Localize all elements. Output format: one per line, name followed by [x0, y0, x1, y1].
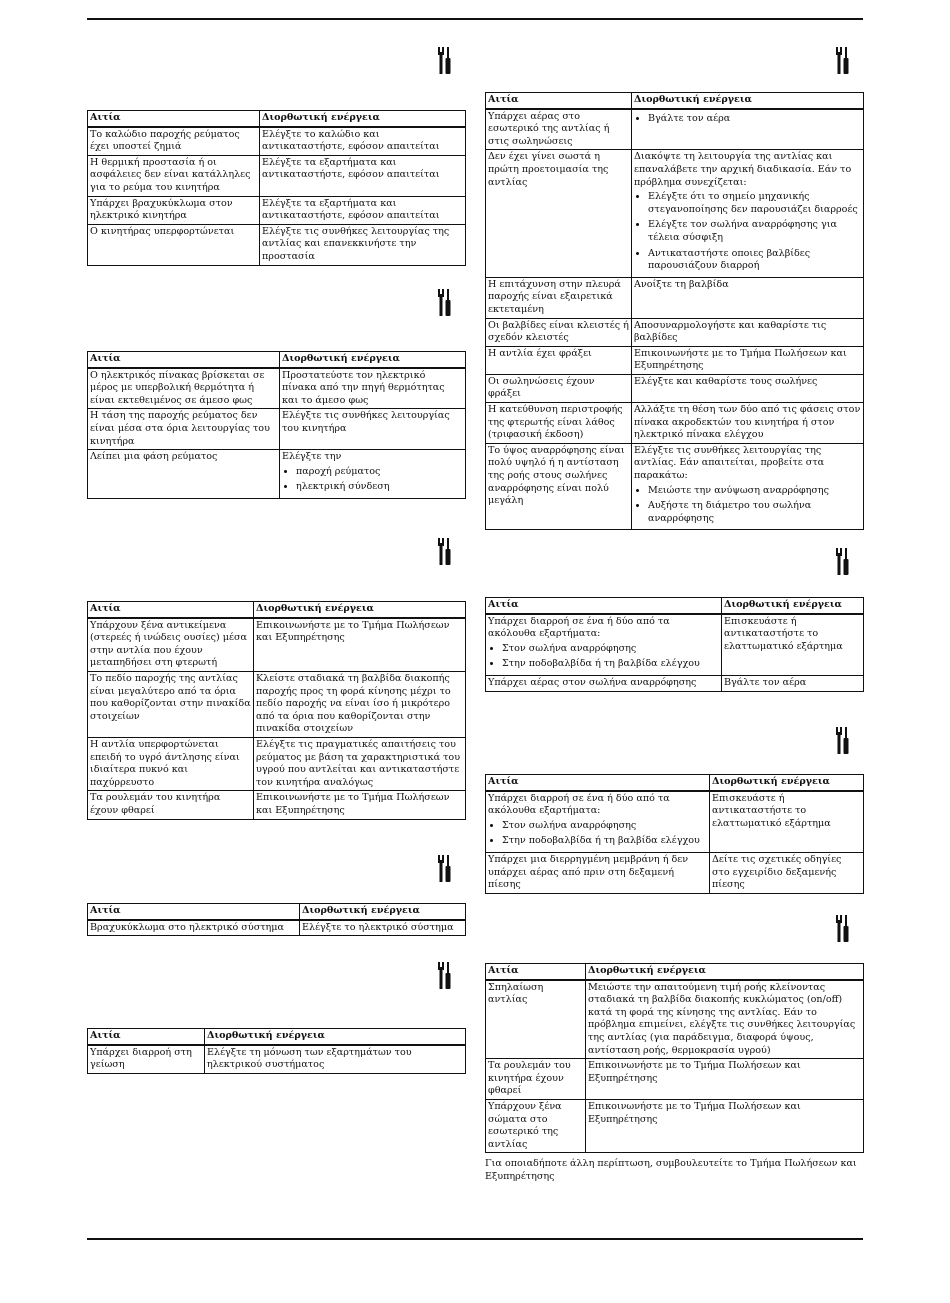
bullet-list [634, 485, 861, 526]
cause-text: Υπάρχουν ξένα αντικείμενα (στερεές ή ινώδεις ουσίες) μέσα στην αντλία που έχουν μεταπηδήσει στη φτερωτή [90, 619, 248, 669]
header-action: Διορθωτική ενέργεια [260, 111, 466, 127]
cause-text: Λείπει μια φάση ρεύματος [90, 451, 218, 463]
cause-text: Ο κινητήρας υπερφορτώνεται [90, 225, 235, 237]
table-row [88, 791, 466, 819]
cause-text: Υπάρχει μια διερρηγμένη μεμβράνη ή δεν υπάρχει αέρας από πριν στη δεξαμενή πίεσης [488, 853, 689, 891]
top-rule [87, 18, 863, 20]
header-cause: Αιτία [88, 1029, 205, 1045]
troubleshooting-table [485, 597, 864, 692]
cause-text: Υπάρχει βραχυκύκλωμα στον ηλεκτρικό κινητήρα [90, 197, 233, 222]
table-header-row [486, 775, 864, 791]
action-text: Διακόψτε τη λειτουργία της αντλίας και επαναλάβετε την αρχική διαδικασία. Εάν το πρόβλημα συνεχίζεται: [634, 151, 852, 188]
cause-text: Οι βαλβίδες είναι κλειστές ή σχεδόν κλειστές [488, 319, 629, 344]
bullet-list [634, 191, 861, 273]
cause-cell [486, 374, 632, 402]
action-cell [280, 450, 466, 499]
action-cell [632, 318, 864, 346]
cause-text: Η κατεύθυνση περιστροφής της φτερωτής είναι λάθος (τριφασική έκδοση) [488, 404, 623, 441]
table-row [486, 443, 864, 530]
cause-cell [88, 368, 280, 409]
cause-cell [88, 450, 280, 499]
cause-text: Η τάση της παροχής ρεύματος δεν είναι μέσα στα όρια λειτουργίας του κινητήρα [90, 410, 270, 447]
table-header-row [486, 964, 864, 980]
action-cell [632, 374, 864, 402]
table-row [88, 224, 466, 265]
action-text: Μειώστε την απαιτούμενη τιμή ροής κλείνοντας σταδιακά τη βαλβίδα διακοπής κυκλώματος (on/off) κατά τη φορά της κίνησης της αντλίας. Εάν το πρόβλημα επιμείνει, ελέγξτε τις συνθήκες λειτουργίας της αντλίας (για παράδειγμα, διαφορά ύψους, αντίσταση ροής, θερμοκρασία υγρού) [588, 981, 856, 1056]
cause-cell [486, 852, 710, 893]
table-row [88, 737, 466, 790]
table-header-row [88, 904, 466, 920]
table-row [486, 980, 864, 1059]
bullet-item: • ηλεκτρική σύνδεση [296, 481, 463, 494]
bullet-item: • Στον σωλήνα αναρρόφησης [502, 820, 707, 833]
table-row [88, 409, 466, 450]
header-cause: Αιτία [88, 111, 260, 127]
header-action: Διορθωτική ενέργεια [632, 93, 864, 109]
cause-cell [88, 155, 260, 196]
action-text: Επικοινωνήστε με το Τμήμα Πωλήσεων και Εξυπηρέτησης [256, 619, 450, 644]
cause-text: Υπάρχει αέρας στο εσωτερικό της αντλίας ή στις σωληνώσεις [488, 110, 610, 147]
troubleshooting-table [485, 92, 864, 530]
header-action: Διορθωτική ενέργεια [205, 1029, 466, 1045]
action-text: Επικοινωνήστε με το Τμήμα Πωλήσεων και Εξυπηρέτησης [634, 347, 847, 372]
action-text: Ανοίξτε τη βαλβίδα [634, 278, 729, 290]
cause-cell [88, 671, 254, 737]
action-cell [260, 196, 466, 224]
wrench-screwdriver-icon [834, 727, 850, 755]
table-row [486, 403, 864, 444]
table-row [486, 791, 864, 853]
header-action: Διορθωτική ενέργεια [586, 964, 864, 980]
cause-text: Οι σωληνώσεις έχουν φράξει [488, 375, 595, 400]
action-cell [254, 737, 466, 790]
action-text: Αλλάξτε τη θέση των δύο από τις φάσεις στον πίνακα ακροδεκτών του κινητήρα ή στον ηλεκτρικό πίνακα ελέγχου [634, 404, 861, 441]
wrench-screwdriver-icon [834, 47, 850, 75]
bullet-item: • Στην ποδοβαλβίδα ή τη βαλβίδα ελέγχου [502, 658, 719, 671]
cause-text: Υπάρχουν ξένα σώματα στο εσωτερικό της αντλίας [488, 1100, 562, 1150]
table-row [88, 196, 466, 224]
cause-cell [486, 980, 586, 1059]
table-header-row [486, 93, 864, 109]
table-row [486, 852, 864, 893]
table-row [486, 374, 864, 402]
cause-cell [88, 1045, 205, 1074]
troubleshooting-table [87, 351, 466, 499]
action-text: Επισκευάστε ή αντικαταστήστε το ελαττωματικό εξάρτημα [724, 615, 843, 652]
table-row [88, 618, 466, 672]
header-cause: Αιτία [486, 964, 586, 980]
bullet-item: • Στην ποδοβαλβίδα ή τη βαλβίδα ελέγχου [502, 835, 707, 848]
bullet-item: • Μειώστε την ανύψωση αναρρόφησης [648, 485, 861, 498]
action-cell [205, 1045, 466, 1074]
cause-cell [486, 614, 722, 676]
action-text: Ελέγξτε τη μόνωση των εξαρτημάτων του ηλεκτρικού συστήματος [207, 1046, 412, 1071]
bullet-item: • Αντικαταστήστε οποιες βαλβίδες παρουσιάζουν διαρροή [648, 248, 861, 273]
footer-note: Για οποιαδήποτε άλλη περίπτωση, συμβουλευτείτε το Τμήμα Πωλήσεων και Εξυπηρέτησης [485, 1158, 857, 1182]
troubleshooting-table [87, 110, 466, 266]
cause-text: Το πεδίο παροχής της αντλίας είναι μεγαλύτερο από τα όρια που καθορίζονται στην πινακίδα στοιχείων [90, 672, 251, 722]
table-row [88, 155, 466, 196]
action-text: Βγάλτε τον αέρα [724, 676, 807, 688]
action-text: Ελέγξτε το καλώδιο και αντικαταστήστε, εφόσον απαιτείται [262, 128, 440, 153]
cause-text: Η επιτάχυνση στην πλευρά παροχής είναι εξαιρετικά εκτεταμένη [488, 278, 621, 315]
table-row [486, 150, 864, 277]
troubleshooting-table [87, 1028, 466, 1074]
action-cell [260, 224, 466, 265]
troubleshooting-table [485, 774, 864, 894]
cause-cell [486, 318, 632, 346]
bullet-item: • Βγάλτε τον αέρα [648, 113, 861, 126]
header-cause: Αιτία [88, 602, 254, 618]
table-row [88, 450, 466, 499]
table-header-row [486, 598, 864, 614]
cause-cell [88, 920, 300, 936]
cause-text: Το ύψος αναρρόφησης είναι πολύ υψηλό ή η αντίσταση της ροής στους σωλήνες αναρρόφησης είναι πολύ μεγάλη [488, 444, 625, 507]
troubleshooting-table [87, 601, 466, 820]
cause-cell [486, 675, 722, 691]
table-row [486, 277, 864, 318]
action-cell [280, 409, 466, 450]
cause-cell [486, 403, 632, 444]
action-text: Κλείστε σταδιακά τη βαλβίδα διακοπής παροχής προς τη φορά κίνησης μέχρι το πεδίο παροχής να είναι ίσο ή μικρότερο από τα όρια που καθορίζονται στην πινακίδα στοιχείων [256, 672, 451, 735]
cause-cell [486, 1099, 586, 1152]
cause-text: Το καλώδιο παροχής ρεύματος έχει υποστεί ζημιά [90, 128, 240, 153]
cause-cell [486, 109, 632, 150]
bottom-rule [87, 1238, 863, 1240]
cause-cell [486, 443, 632, 530]
action-text: Ελέγξτε τα εξαρτήματα και αντικαταστήστε, εφόσον απαιτείται [262, 197, 440, 222]
wrench-screwdriver-icon [436, 47, 452, 75]
cause-text: Ο ηλεκτρικός πίνακας βρίσκεται σε μέρος με υπερβολική θερμότητα ή είναι εκτεθειμένος σε άμεσο φως [90, 369, 265, 406]
cause-cell [88, 737, 254, 790]
action-text: Ελέγξτε το ηλεκτρικό σύστημα [302, 921, 454, 933]
action-text: Ελέγξτε τις πραγματικές απαιτήσεις του ρεύματος με βάση τα χαρακτηριστικά του υγρού που αντλείται και αντικαταστήστε τον κινητήρα αναλόγως [256, 738, 461, 788]
table-row [486, 346, 864, 374]
troubleshooting-table [485, 963, 864, 1153]
wrench-screwdriver-icon [436, 962, 452, 990]
action-cell [632, 346, 864, 374]
bullet-item: • Ελέγξτε ότι το σημείο μηχανικής στεγανοποίησης δεν παρουσιάζει διαρροές [648, 191, 861, 216]
table-header-row [88, 602, 466, 618]
bullet-item: • Αυξήστε τη διάμετρο του σωλήνα αναρρόφησης [648, 500, 861, 525]
table-header-row [88, 352, 466, 368]
action-cell [710, 791, 864, 853]
table-row [486, 109, 864, 150]
action-cell [722, 675, 864, 691]
action-text: Δείτε τις σχετικές οδηγίες στο εγχειρίδιο δεξαμενής πίεσης [712, 853, 842, 891]
header-action: Διορθωτική ενέργεια [722, 598, 864, 614]
wrench-screwdriver-icon [834, 548, 850, 576]
action-cell [300, 920, 466, 936]
table-row [486, 318, 864, 346]
table-header-row [88, 1029, 466, 1045]
table-row [88, 127, 466, 156]
action-text: Ελέγξτε τις συνθήκες λειτουργίας της αντλίας. Εάν απαιτείται, προβείτε στα παρακάτω: [634, 444, 825, 482]
wrench-screwdriver-icon [436, 289, 452, 317]
action-cell [254, 671, 466, 737]
action-text: Ελέγξτε και καθαρίστε τους σωλήνες [634, 375, 818, 387]
cause-cell [88, 196, 260, 224]
action-cell [632, 277, 864, 318]
action-text: Ελέγξτε τις συνθήκες λειτουργίας του κινητήρα [282, 410, 450, 434]
action-text: Επικοινωνήστε με το Τμήμα Πωλήσεων και Εξυπηρέτησης [588, 1100, 801, 1125]
cause-text: Υπάρχει διαρροή σε ένα ή δύο από τα ακόλουθα εξαρτήματα: [488, 615, 670, 640]
cause-cell [486, 791, 710, 853]
action-text: Ελέγξτε τα εξαρτήματα και αντικαταστήστε, εφόσον απαιτείται [262, 156, 440, 181]
cause-cell [486, 150, 632, 277]
cause-cell [486, 1059, 586, 1100]
table-row [88, 671, 466, 737]
cause-cell [88, 618, 254, 672]
header-cause: Αιτία [88, 352, 280, 368]
cause-text: Υπάρχει διαρροή σε ένα ή δύο από τα ακόλουθα εξαρτήματα: [488, 792, 670, 817]
cause-text: Υπάρχει αέρας στον σωλήνα αναρρόφησης [488, 676, 697, 688]
action-cell [254, 791, 466, 819]
action-text: Ελέγξτε την [282, 451, 342, 463]
cause-cell [486, 277, 632, 318]
action-text: Προστατεύστε τον ηλεκτρικό πίνακα από την πηγή θερμότητας και το άμεσο φως [282, 369, 445, 406]
header-cause: Αιτία [88, 904, 300, 920]
action-text: Επισκευάστε ή αντικαταστήστε το ελαττωματικό εξάρτημα [712, 792, 831, 829]
action-cell [254, 618, 466, 672]
header-action: Διορθωτική ενέργεια [280, 352, 466, 368]
cause-text: Η θερμική προστασία ή οι ασφάλειες δεν είναι κατάλληλες για το ρεύμα του κινητήρα [90, 156, 251, 193]
cause-text: Σπηλαίωση αντλίας [488, 981, 544, 1006]
action-cell [260, 155, 466, 196]
cause-text: Βραχυκύκλωμα στο ηλεκτρικό σύστημα [90, 921, 285, 933]
cause-text: Η αντλία υπερφορτώνεται επειδή το υγρό άντλησης είναι ιδιαίτερα πυκνό και παχύρρευστο [90, 738, 240, 788]
action-cell [260, 127, 466, 156]
action-cell [586, 1099, 864, 1152]
table-row [88, 368, 466, 409]
header-action: Διορθωτική ενέργεια [710, 775, 864, 791]
table-row [486, 1059, 864, 1100]
header-cause: Αιτία [486, 775, 710, 791]
action-cell [632, 109, 864, 150]
wrench-screwdriver-icon [436, 538, 452, 566]
troubleshooting-table [87, 903, 466, 936]
cause-text: Τα ρουλεμάν του κινητήρα έχουν φθαρεί [488, 1060, 571, 1097]
cause-cell [486, 346, 632, 374]
table-row [486, 1099, 864, 1152]
action-cell [632, 443, 864, 530]
wrench-screwdriver-icon [436, 855, 452, 883]
cause-text: Η αντλία έχει φράξει [488, 347, 592, 359]
action-cell [722, 614, 864, 676]
bullet-list [488, 643, 719, 671]
action-text: Ελέγξτε τις συνθήκες λειτουργίας της αντλίας και επανεκκινήστε την προστασία [262, 225, 450, 262]
cause-text: Δεν έχει γίνει σωστά η πρώτη προετοιμασία της αντλίας [488, 151, 609, 188]
action-text: Αποσυναρμολογήστε και καθαρίστε τις βαλβίδες [634, 319, 827, 344]
cause-text: Υπάρχει διαρροή στη γείωση [90, 1046, 192, 1071]
wrench-screwdriver-icon [834, 915, 850, 943]
cause-cell [88, 791, 254, 819]
bullet-list [282, 466, 463, 494]
table-row [486, 675, 864, 691]
cause-text: Τα ρουλεμάν του κινητήρα έχουν φθαρεί [90, 792, 221, 816]
header-cause: Αιτία [486, 93, 632, 109]
cause-cell [88, 224, 260, 265]
action-cell [632, 403, 864, 444]
cause-cell [88, 127, 260, 156]
bullet-item: • Ελέγξτε τον σωλήνα αναρρόφησης για τέλεια σύσφιξη [648, 219, 861, 244]
action-cell [280, 368, 466, 409]
action-text: Επικοινωνήστε με το Τμήμα Πωλήσεων και Εξυπηρέτησης [256, 792, 450, 816]
action-cell [586, 980, 864, 1059]
action-cell [632, 150, 864, 277]
bullet-item: • παροχή ρεύματος [296, 466, 463, 479]
table-row [88, 1045, 466, 1074]
bullet-list [634, 113, 861, 126]
cause-cell [88, 409, 280, 450]
table-row [88, 920, 466, 936]
bullet-list [488, 820, 707, 848]
bullet-item: • Στον σωλήνα αναρρόφησης [502, 643, 719, 656]
header-action: Διορθωτική ενέργεια [300, 904, 466, 920]
header-action: Διορθωτική ενέργεια [254, 602, 466, 618]
header-cause: Αιτία [486, 598, 722, 614]
action-cell [710, 852, 864, 893]
table-row [486, 614, 864, 676]
action-text: Επικοινωνήστε με το Τμήμα Πωλήσεων και Εξυπηρέτησης [588, 1060, 801, 1084]
action-cell [586, 1059, 864, 1100]
table-header-row [88, 111, 466, 127]
